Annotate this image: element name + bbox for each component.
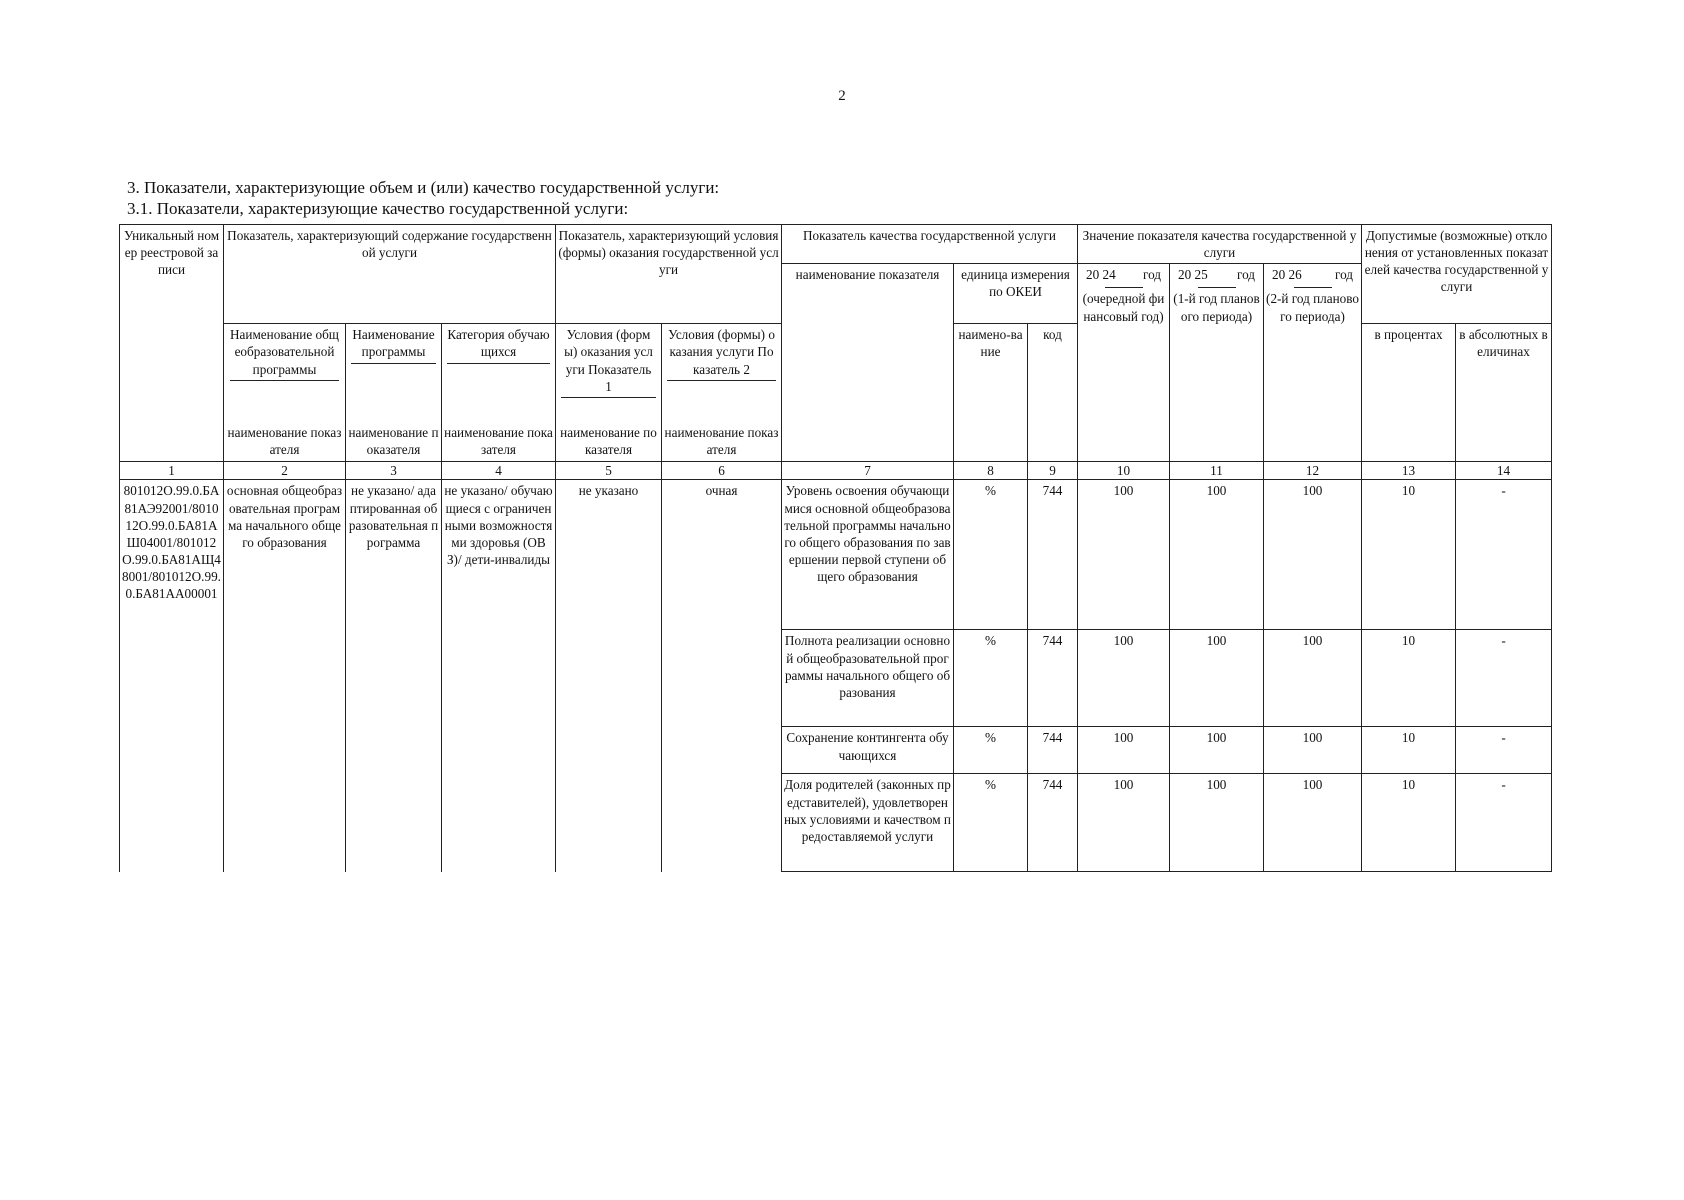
header-dev-absolute: в абсолютных величинах xyxy=(1456,324,1552,462)
indicator-dev-abs: - xyxy=(1456,480,1552,630)
program-name-value: основная общеобразовательная программа начального общего образования xyxy=(224,480,346,872)
header-unit-code: код xyxy=(1028,324,1078,462)
section-heading: 3. Показатели, характеризующие объем и (или) качество государственной услуги: xyxy=(127,178,720,197)
column-number: 4 xyxy=(442,462,556,480)
table-row xyxy=(120,480,1552,630)
indicator-unit: % xyxy=(954,774,1028,872)
indicator-y3: 100 xyxy=(1264,774,1362,872)
header-quality-group: Показатель качества государственной услуги xyxy=(782,225,1078,264)
indicator-y2: 100 xyxy=(1170,630,1264,727)
indicator-name: Доля родителей (законных представителей), удовлетворенных условиями и качеством предоставляемой услуги xyxy=(782,774,954,872)
indicator-dev-pct: 10 xyxy=(1362,480,1456,630)
header-year-2024: 20 24 год (очередной финансовый год) xyxy=(1078,264,1170,462)
column-number: 8 xyxy=(954,462,1028,480)
column-number: 2 xyxy=(224,462,346,480)
indicator-name: Полнота реализации основной общеобразовательной программы начального общего образования xyxy=(782,630,954,727)
header-value-group: Значение показателя качества государственной услуги xyxy=(1078,225,1362,264)
indicator-y2: 100 xyxy=(1170,727,1264,774)
header-year-2025: 20 25 год (1-й год планового периода) xyxy=(1170,264,1264,462)
indicator-code: 744 xyxy=(1028,727,1078,774)
registry-number: 801012О.99.0.БА81АЭ92001/801012О.99.0.БА81АШ04001/801012О.99.0.БА81АЩ48001/801012О.99.0.БА81АА00001 xyxy=(120,480,224,872)
indicator-y3: 100 xyxy=(1264,480,1362,630)
column-number: 7 xyxy=(782,462,954,480)
column-number: 6 xyxy=(662,462,782,480)
column-number: 11 xyxy=(1170,462,1264,480)
column-number: 1 xyxy=(120,462,224,480)
header-sub-category: Категория обучающихся xyxy=(442,324,556,422)
indicator-dev-abs: - xyxy=(1456,630,1552,727)
header-unit-group: единица измерения по ОКЕИ xyxy=(954,264,1078,324)
header-sub-program: Наименование программы xyxy=(346,324,442,422)
header-unit-name: наимено-вание xyxy=(954,324,1028,462)
column-number: 5 xyxy=(556,462,662,480)
header-deviation-group: Допустимые (возможные) отклонения от установленных показателей качества государственной услуги xyxy=(1362,225,1552,324)
indicator-y1: 100 xyxy=(1078,727,1170,774)
indicator-unit: % xyxy=(954,630,1028,727)
indicator-code: 744 xyxy=(1028,480,1078,630)
cond1-value: не указано xyxy=(556,480,662,872)
indicator-unit: % xyxy=(954,480,1028,630)
indicator-unit: % xyxy=(954,727,1028,774)
indicator-y1: 100 xyxy=(1078,480,1170,630)
header-indicator-label: наименование показателя xyxy=(224,422,346,462)
indicator-dev-pct: 10 xyxy=(1362,774,1456,872)
program-value: не указано/ адаптированная образовательная программа xyxy=(346,480,442,872)
column-number: 12 xyxy=(1264,462,1362,480)
header-dev-percent: в процентах xyxy=(1362,324,1456,462)
indicator-y2: 100 xyxy=(1170,774,1264,872)
column-number: 13 xyxy=(1362,462,1456,480)
indicator-name: Сохранение контингента обучающихся xyxy=(782,727,954,774)
indicator-y2: 100 xyxy=(1170,480,1264,630)
header-year-2026: 20 26 год (2-й год планового периода) xyxy=(1264,264,1362,462)
indicator-name: Уровень освоения обучающимися основной общеобразовательной программы начального общего образования по завершении первой ступени общего образования xyxy=(782,480,954,630)
indicator-dev-abs: - xyxy=(1456,727,1552,774)
header-content-group: Показатель, характеризующий содержание государственной услуги xyxy=(224,225,556,324)
header-sub-program-name: Наименование общеобразовательной программы xyxy=(224,324,346,422)
header-conditions-group: Показатель, характеризующий условия (формы) оказания государственной услуги xyxy=(556,225,782,324)
header-sub-cond2: Условия (формы) оказания услуги Показатель 2 xyxy=(662,324,782,422)
indicator-y3: 100 xyxy=(1264,630,1362,727)
indicator-dev-abs: - xyxy=(1456,774,1552,872)
header-indicator-label: наименование показателя xyxy=(442,422,556,462)
indicator-code: 744 xyxy=(1028,774,1078,872)
column-number: 10 xyxy=(1078,462,1170,480)
quality-indicators-table xyxy=(119,224,1552,872)
header-indicator-label: наименование показателя xyxy=(662,422,782,462)
indicator-code: 744 xyxy=(1028,630,1078,727)
header-indicator-label: наименование показателя xyxy=(556,422,662,462)
category-value: не указано/ обучающиеся с ограниченными возможностями здоровья (ОВЗ)/ дети-инвалиды xyxy=(442,480,556,872)
header-registry: Уникальный номер реестровой записи xyxy=(120,225,224,462)
column-number: 3 xyxy=(346,462,442,480)
indicator-dev-pct: 10 xyxy=(1362,630,1456,727)
indicator-y1: 100 xyxy=(1078,630,1170,727)
column-number: 14 xyxy=(1456,462,1552,480)
indicator-y3: 100 xyxy=(1264,727,1362,774)
indicator-dev-pct: 10 xyxy=(1362,727,1456,774)
indicator-y1: 100 xyxy=(1078,774,1170,872)
header-indicator-label: наименование показателя xyxy=(346,422,442,462)
column-number: 9 xyxy=(1028,462,1078,480)
header-sub-cond1: Условия (формы) оказания услуги Показатель 1 xyxy=(556,324,662,422)
page-number: 2 xyxy=(838,88,846,104)
header-indicator-name: наименование показателя xyxy=(782,264,954,462)
subsection-heading: 3.1. Показатели, характеризующие качество государственной услуги: xyxy=(127,199,629,218)
cond2-value: очная xyxy=(662,480,782,872)
